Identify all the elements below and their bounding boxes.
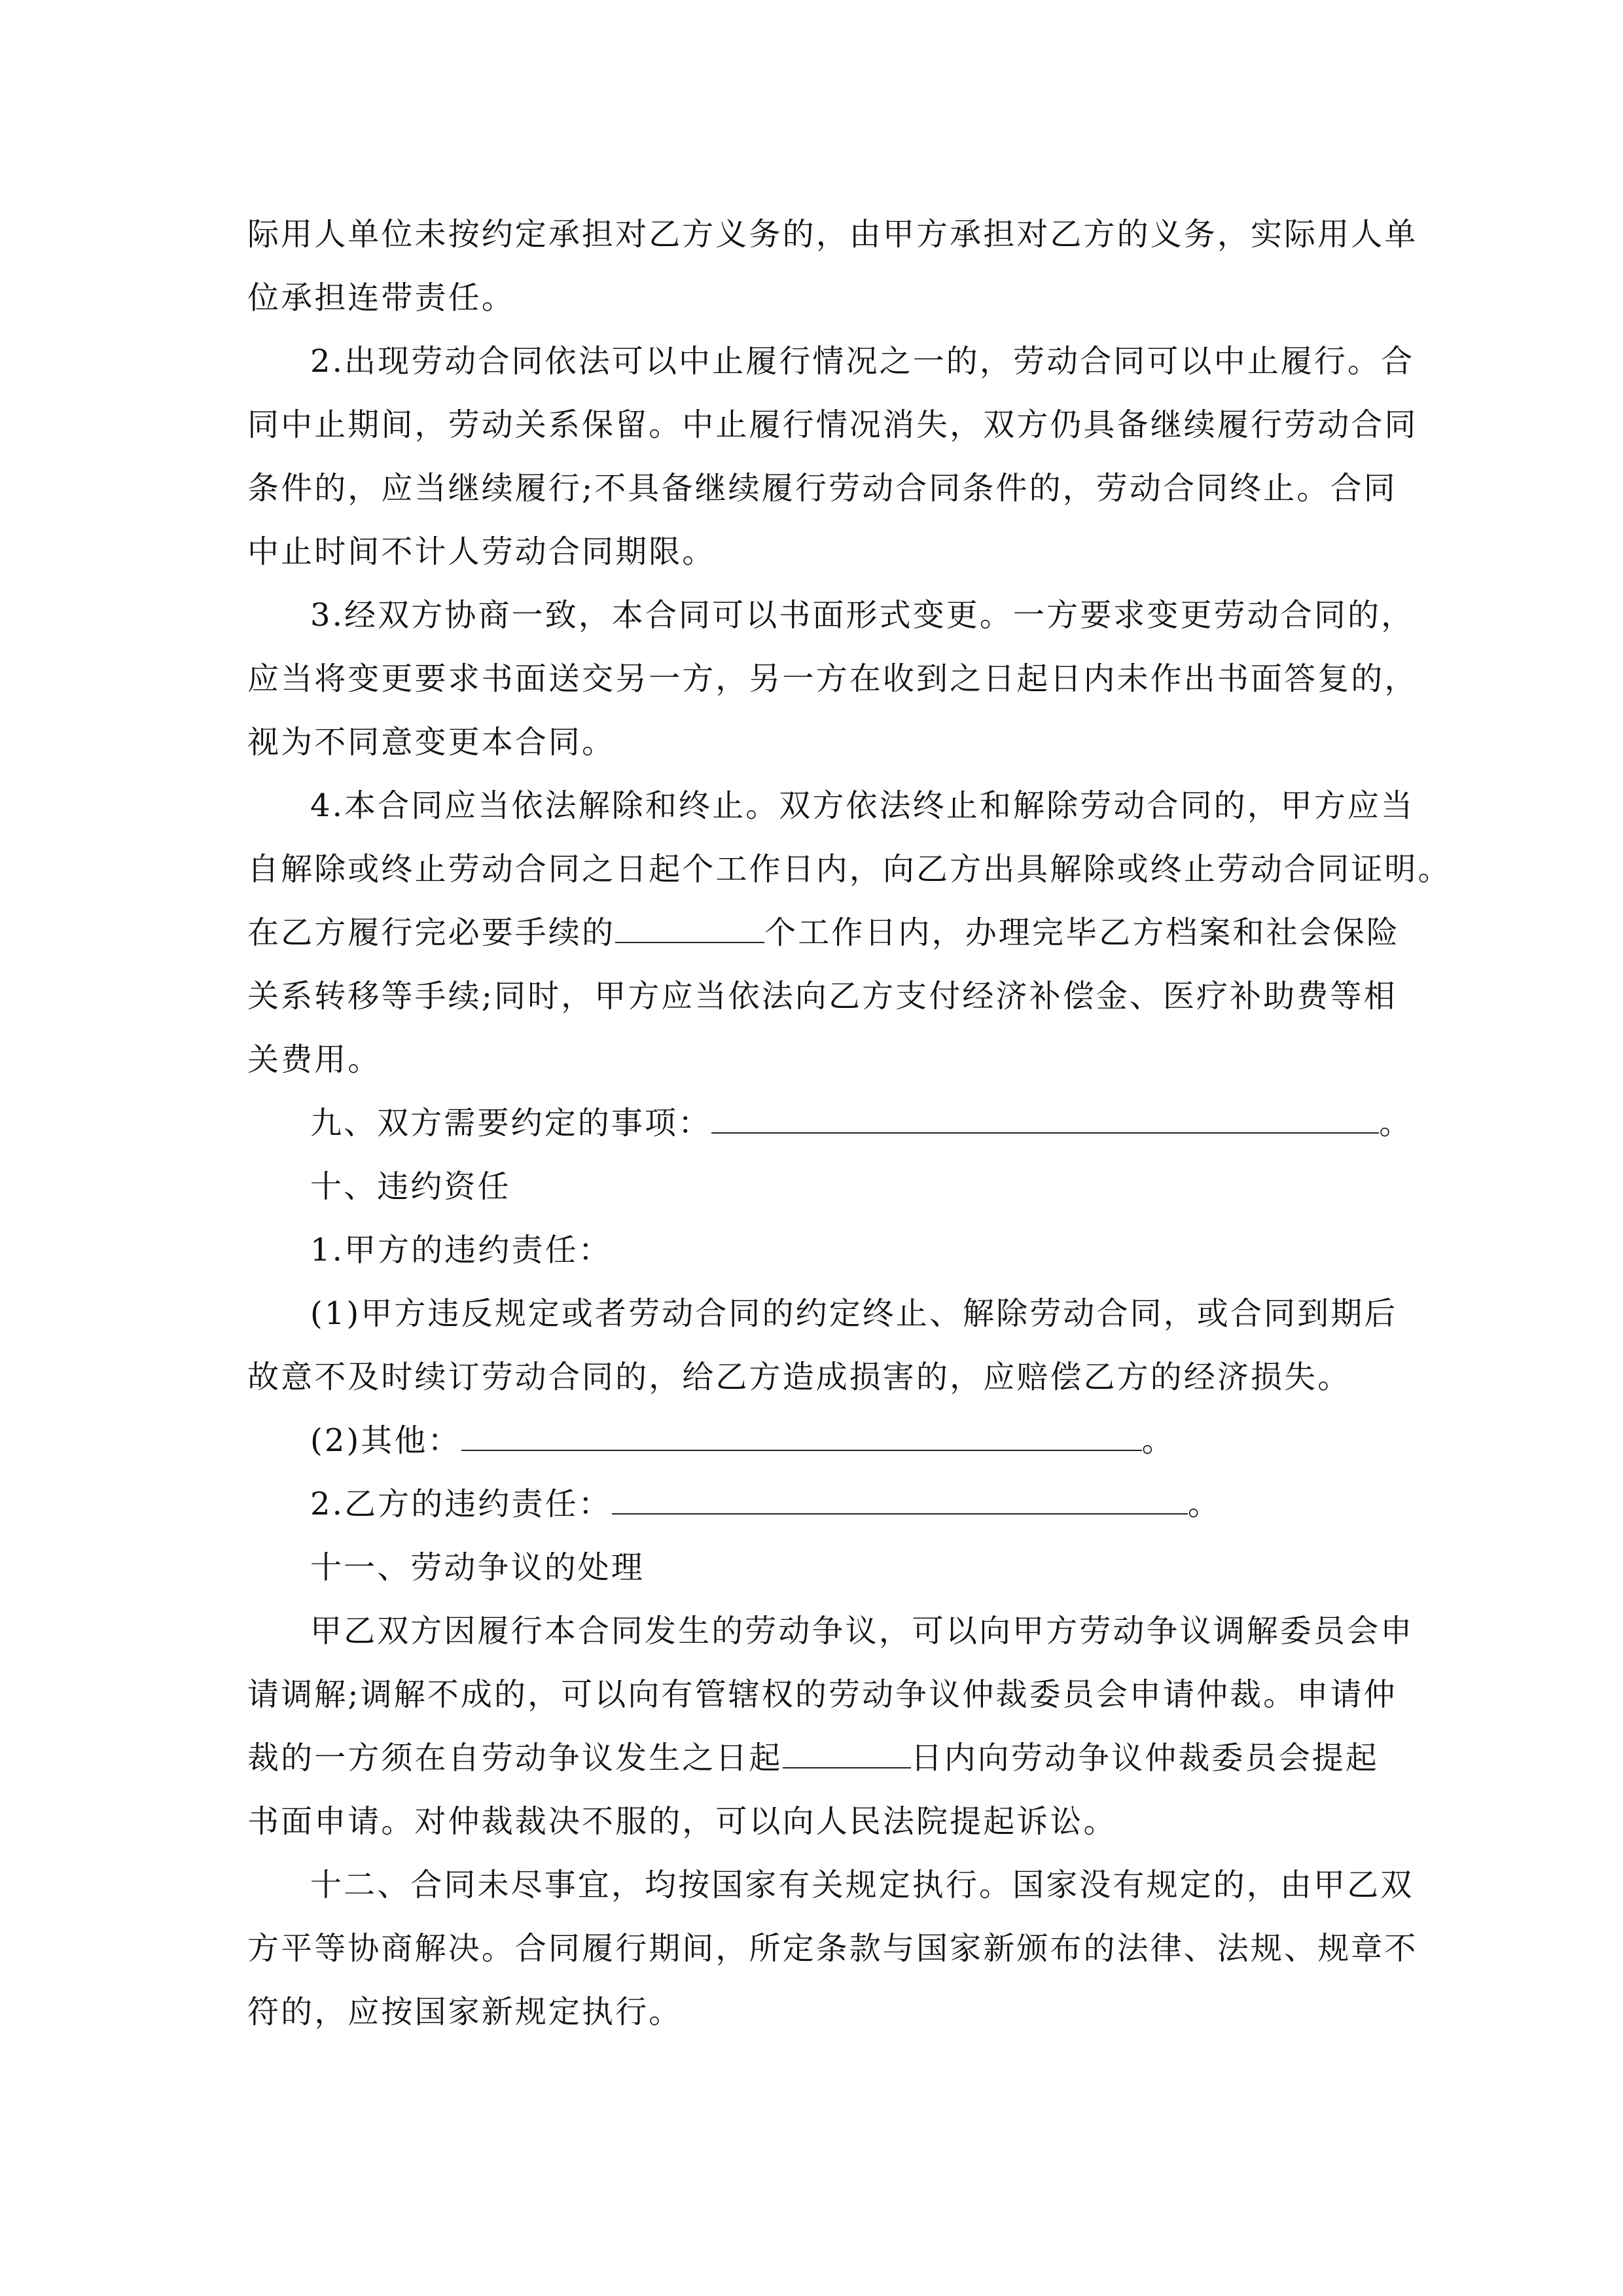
paragraph-line: 3.经双方协商一致，本合同可以书面形式变更。一方要求变更劳动合同的， xyxy=(310,597,1415,634)
section-9-label: 九、双方需要约定的事项： xyxy=(310,1105,712,1141)
paragraph-line: 甲乙双方因履行本合同发生的劳动争议，可以向甲方劳动争议调解委员会申 xyxy=(310,1613,1414,1649)
fill-in-blank-party-b-liability xyxy=(612,1487,1188,1515)
fill-in-blank-days xyxy=(783,1741,911,1768)
paragraph-line: 书面申请。对仲裁裁决不服的，可以向人民法院提起诉讼。 xyxy=(247,1803,1117,1840)
paragraph-line: 方平等协商解决。合同履行期间，所定条款与国家新颁布的法律、法规、规章不 xyxy=(247,1930,1418,1967)
other-liability-line xyxy=(247,1409,1412,1473)
section-9-line xyxy=(247,1092,1412,1155)
paragraph-line: (1)甲方违反规定或者劳动合同的约定终止、解除劳动合同，或合同到期后 xyxy=(310,1295,1398,1332)
period: 。 xyxy=(1141,1422,1175,1459)
other-label: (2)其他： xyxy=(310,1422,461,1459)
fill-in-blank-other xyxy=(461,1424,1142,1451)
paragraph-line: 符的，应按国家新规定执行。 xyxy=(247,1994,683,2030)
section-11-heading: 十一、劳动争议的处理 xyxy=(310,1549,645,1586)
paragraph-line: 请调解;调解不成的，可以向有管辖权的劳动争议仲裁委员会申请仲裁。申请仲 xyxy=(247,1676,1397,1713)
paragraph-line: 中止时间不计人劳动合同期限。 xyxy=(247,533,716,570)
paragraph-line: 4.本合同应当依法解除和终止。双方依法终止和解除劳动合同的，甲方应当 xyxy=(310,787,1415,824)
paragraph-line: 故意不及时续订劳动合同的，给乙方造成损害的，应赔偿乙方的经济损失。 xyxy=(247,1359,1351,1395)
paragraph-line: 位承担连带责任。 xyxy=(247,279,515,316)
paragraph-line-with-blank xyxy=(247,1727,1412,1790)
section-12-line: 十二、合同未尽事宜，均按国家有关规定执行。国家没有规定的，由甲乙双 xyxy=(310,1867,1414,1903)
paragraph-line: 视为不同意变更本合同。 xyxy=(247,724,616,761)
party-b-liability-line xyxy=(247,1473,1412,1536)
text-segment: 在乙方履行完必要手续的 xyxy=(247,914,616,951)
paragraph-line: 应当将变更要求书面送交另一方，另一方在收到之日起日内未作出书面答复的， xyxy=(247,660,1418,697)
party-b-liability-label: 2.乙方的违约责任： xyxy=(310,1486,612,1522)
document-page xyxy=(247,203,1452,2044)
party-a-liability-heading: 1.甲方的违约责任： xyxy=(310,1232,612,1268)
fill-in-blank-agreed-matters xyxy=(711,1106,1379,1134)
paragraph-line: 自解除或终止劳动合同之日起个工作日内，向乙方出具解除或终止劳动合同证明。 xyxy=(247,851,1452,888)
paragraph-line-with-blank xyxy=(247,901,1412,965)
period: 。 xyxy=(1379,1105,1413,1141)
paragraph-line: 关费用。 xyxy=(247,1041,382,1078)
fill-in-blank-workdays xyxy=(615,916,764,943)
paragraph-line: 际用人单位未按约定承担对乙方义务的，由甲方承担对乙方的义务，实际用人单 xyxy=(247,216,1418,253)
section-10-heading: 十、违约资任 xyxy=(310,1168,511,1205)
period: 。 xyxy=(1187,1486,1221,1522)
text-segment: 个工作日内，办理完毕乙方档案和社会保险 xyxy=(764,914,1400,951)
paragraph-line: 2.出现劳动合同依法可以中止履行情况之一的，劳动合同可以中止履行。合 xyxy=(310,343,1415,380)
text-segment: 裁的一方须在自劳动争议发生之日起 xyxy=(247,1740,783,1776)
text-segment: 日内向劳动争议仲裁委员会提起 xyxy=(910,1740,1380,1776)
paragraph-line: 条件的，应当继续履行;不具备继续履行劳动合同条件的，劳动合同终止。合同 xyxy=(247,470,1397,507)
paragraph-line: 关系转移等手续;同时，甲方应当依法向乙方支付经济补偿金、医疗补助费等相 xyxy=(247,978,1397,1014)
paragraph-line: 同中止期间，劳动关系保留。中止履行情况消失，双方仍具备继续履行劳动合同 xyxy=(247,406,1418,443)
